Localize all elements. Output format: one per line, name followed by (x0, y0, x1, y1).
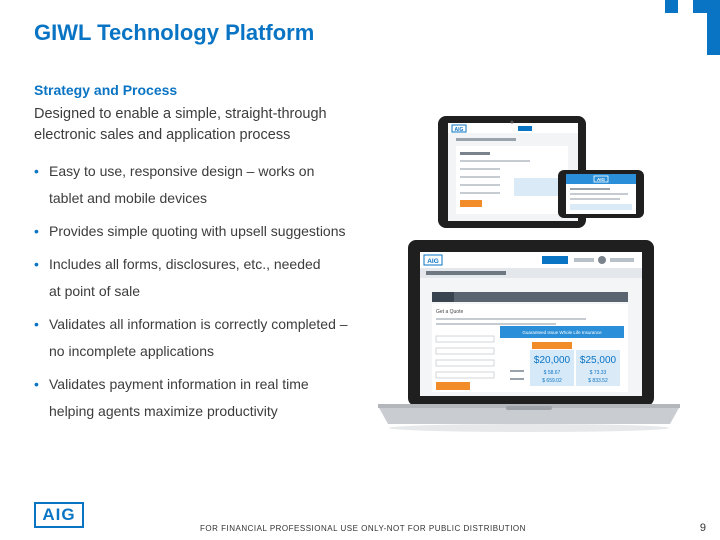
laptop-amount-left: $20,000 (533, 355, 571, 366)
laptop-amount-right: $25,000 (579, 355, 617, 366)
laptop-price-monthly-left: $ 58.67 (543, 370, 561, 376)
bullet-icon: • (34, 223, 39, 239)
laptop-price-annual-right: $ 833.52 (588, 378, 608, 384)
bullet-icon: • (34, 316, 39, 332)
lead-text: Designed to enable a simple, straight-through electronic sales and application process (34, 106, 327, 143)
page-title: GIWL Technology Platform (34, 20, 315, 45)
corner-mark-icon (665, 0, 720, 55)
feature-line: Validates all information is correctly completed – (49, 316, 348, 332)
laptop-form-heading: Get a Quote (436, 309, 464, 315)
feature-item (34, 158, 394, 212)
section-subtitle: Strategy and Process (34, 82, 178, 98)
laptop-quote-banner: Guaranteed Issue Whole Life Insurance (522, 330, 602, 335)
feature-line: tablet and mobile devices (49, 190, 207, 206)
laptop-price-monthly-right: $ 73.33 (589, 370, 607, 376)
laptop-device-image (370, 238, 688, 438)
page-number: 9 (699, 522, 706, 534)
footer-disclaimer: FOR FINANCIAL PROFESSIONAL USE ONLY-NOT FOR PUBLIC DISTRIBUTION (200, 524, 526, 533)
bullet-icon: • (34, 376, 39, 392)
feature-line: Includes all forms, disclosures, etc., needed (49, 256, 321, 272)
feature-item (34, 218, 394, 245)
feature-line: Easy to use, responsive design – works on (49, 163, 315, 179)
phone-device-image (558, 170, 644, 218)
laptop-price-annual-left: $ 659.02 (542, 378, 562, 384)
phone-logo: AIG (596, 176, 606, 182)
feature-list (34, 158, 394, 431)
feature-item (34, 311, 394, 365)
feature-line: helping agents maximize productivity (49, 403, 278, 419)
feature-line: Validates payment information in real time (49, 376, 309, 392)
laptop-screen-logo: AIG (427, 257, 439, 265)
bullet-icon: • (34, 256, 39, 272)
feature-line: no incomplete applications (49, 343, 214, 359)
feature-line: at point of sale (49, 283, 141, 299)
feature-line: Provides simple quoting with upsell suggestions (49, 223, 346, 239)
feature-item (34, 251, 394, 305)
tablet-logo: AIG (454, 126, 464, 133)
bullet-icon: • (34, 163, 39, 179)
feature-item (34, 371, 394, 425)
aig-logo: AIG (34, 502, 84, 528)
